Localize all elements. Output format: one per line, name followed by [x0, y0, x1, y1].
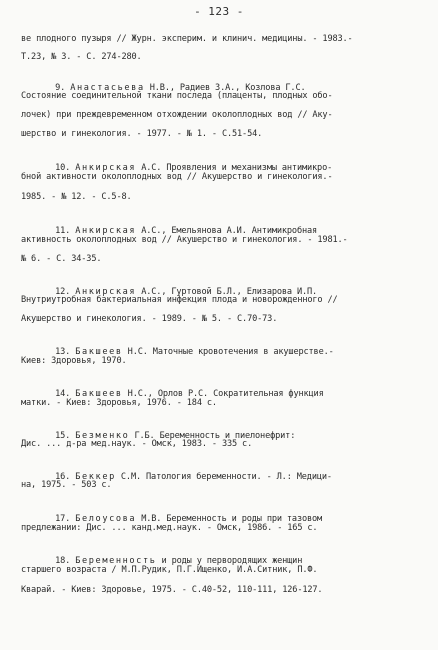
entry-author: Белоусова: [75, 514, 137, 524]
entry-text: М.В. Беременность и роды при тазовом: [141, 514, 323, 524]
entry-number: 17.: [55, 514, 71, 524]
entry-line: 1985. - № 12. - С.5-8.: [21, 192, 132, 202]
entry-author: Анкирская: [75, 163, 137, 173]
entry-line: Внутриутробная бактериальная инфекция плода и новорожденного //: [21, 295, 338, 305]
entry-author: Безменко: [75, 431, 130, 441]
entry-author: Анкирская: [75, 287, 137, 297]
entry-text: А.С. Проявления и механизмы антимикро-: [141, 163, 333, 173]
entry-number: 11.: [55, 226, 71, 236]
intro-line: Т.23, № 3. - С. 274-280.: [21, 52, 142, 62]
intro-line: ве плодного пузыря // Журн. эксперим. и клинич. медицины. - 1983.-: [21, 34, 353, 44]
entry-author: Бакшеев: [75, 347, 123, 357]
entry-author: Анастасьева: [70, 83, 145, 93]
entry-line: старшего возраста / М.П.Рудик, П.Г.Ищенко, И.А.Ситник, П.Ф.: [21, 565, 318, 575]
entry-text: А.С., Гуртовой Б.Л., Елизарова И.П.: [141, 287, 318, 297]
entry-line: Состояние соединительной ткани последа (плаценты, плодных обо-: [21, 91, 333, 101]
entry-number: 9.: [55, 83, 66, 93]
entry-author: Беккер: [75, 472, 116, 482]
entry-line: Кварай. - Киев: Здоровье, 1975. - С.40-52, 110-111, 126-127.: [21, 585, 323, 595]
entry-line: предлежании: Дис. ... канд.мед.наук. - Омск, 1986. - 165 с.: [21, 523, 318, 533]
entry-number: 18.: [55, 556, 71, 566]
entry-line: № 6. - С. 34-35.: [21, 254, 102, 264]
entry-text: Н.В., Радиев З.А., Козлова Г.С.: [149, 83, 306, 93]
page-number: - 123 -: [194, 5, 244, 18]
entry-number: 13.: [55, 347, 71, 357]
entry-line: бной активности околоплодных вод // Акушерство и гинекология.-: [21, 172, 333, 182]
entry-line: активность околоплодных вод // Акушерство и гинекология. - 1981.-: [21, 235, 348, 245]
entry-number: 15.: [55, 431, 71, 441]
entry-author: Анкирская: [75, 226, 137, 236]
entry-line: Дис. ... д-ра мед.наук. - Омск, 1983. - 335 с.: [21, 439, 253, 449]
entry-author: Бакшеев: [75, 389, 123, 399]
entry-line: лочек) при преждевременном отхождении околоплодных вод // Аку-: [21, 110, 333, 120]
entry-line: матки. - Киев: Здоровья, 1976. - 184 с.: [21, 398, 217, 408]
entry-line: шерство и гинекология. - 1977. - № 1. - С.51-54.: [21, 129, 263, 139]
entry-number: 16.: [55, 472, 71, 482]
entry-number: 10.: [55, 163, 71, 173]
entry-text: Н.С., Орлов Р.С. Сократительная функция: [127, 389, 324, 399]
entry-number: 12.: [55, 287, 71, 297]
entry-line: на, 1975. - 503 с.: [21, 480, 112, 490]
entry-text: А.С., Емельянова А.И. Антимикробная: [141, 226, 318, 236]
entry-line: Киев: Здоровья, 1970.: [21, 356, 127, 366]
entry-text: и роды у первородящих женщин: [161, 556, 303, 566]
entry-text: С.М. Патология беременности. - Л.: Медици-: [120, 472, 332, 482]
entry-author: Беременность: [75, 556, 157, 566]
entry-text: Н.С. Маточные кровотечения в акушерстве.-: [127, 347, 334, 357]
entry-line: Акушерство и гинекология. - 1989. - № 5. - С.70-73.: [21, 314, 278, 324]
entry-text: Г.Б. Беременность и пиелонефрит:: [134, 431, 296, 441]
entry-number: 14.: [55, 389, 71, 399]
